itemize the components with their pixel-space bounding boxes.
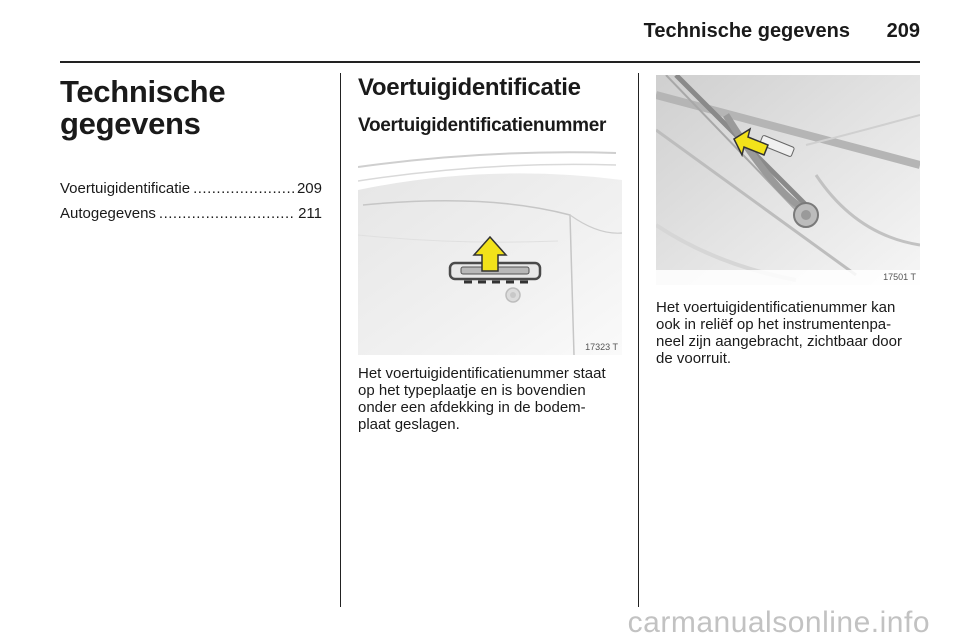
column-divider-left	[340, 73, 341, 607]
toc-entry-page: 209	[296, 180, 322, 197]
chapter-title-line: gegevens	[60, 106, 201, 141]
watermark: carmanualsonline.info	[627, 606, 930, 639]
figure-windscreen-vin	[656, 75, 920, 285]
toc-entry-page: 211	[298, 205, 322, 222]
toc-entry-vehicle-identification[interactable]	[60, 180, 322, 205]
figure-type-plate-location	[358, 145, 622, 355]
chapter-title	[60, 76, 330, 140]
running-header-title: Technische gegevens	[643, 20, 850, 42]
dashboard-windscreen-illustration	[656, 75, 920, 285]
toc-leader-dots	[193, 180, 294, 197]
toc-leader-dots	[159, 205, 295, 222]
toc-entry-label: Autogegevens	[60, 205, 156, 222]
paragraph-type-plate	[358, 365, 626, 433]
paragraph-line: Het voertuigidentificatienummer kan	[656, 299, 896, 316]
page-number: 209	[886, 20, 920, 42]
table-of-contents	[60, 180, 322, 230]
paragraph-line: plaat geslagen.	[358, 416, 460, 433]
paragraph-windscreen	[656, 299, 920, 367]
paragraph-line: op het typeplaatje en is bovendien	[358, 382, 586, 399]
floor-cover-illustration	[358, 145, 622, 355]
subsection-heading: Voertuigidentificatienummer	[358, 115, 607, 136]
figure-number: 17323 T	[585, 342, 618, 352]
paragraph-line: ook in reliëf op het instrumentenpa-	[656, 316, 892, 333]
paragraph-line: Het voertuigidentificatienummer staat	[358, 365, 606, 382]
paragraph-line: neel zijn aangebracht, zichtbaar door	[656, 333, 902, 350]
figure-number: 17501 T	[883, 272, 916, 282]
column-divider-right	[638, 73, 639, 607]
section-heading: Voertuigidentificatie	[358, 74, 581, 101]
toc-entry-label: Voertuigidentificatie	[60, 180, 191, 197]
chapter-title-line: Technische	[60, 74, 226, 109]
paragraph-line: onder een afdekking in de bodem-	[358, 399, 586, 416]
header-rule	[60, 61, 920, 63]
toc-entry-vehicle-data[interactable]	[60, 205, 322, 230]
paragraph-line: de voorruit.	[656, 350, 732, 367]
